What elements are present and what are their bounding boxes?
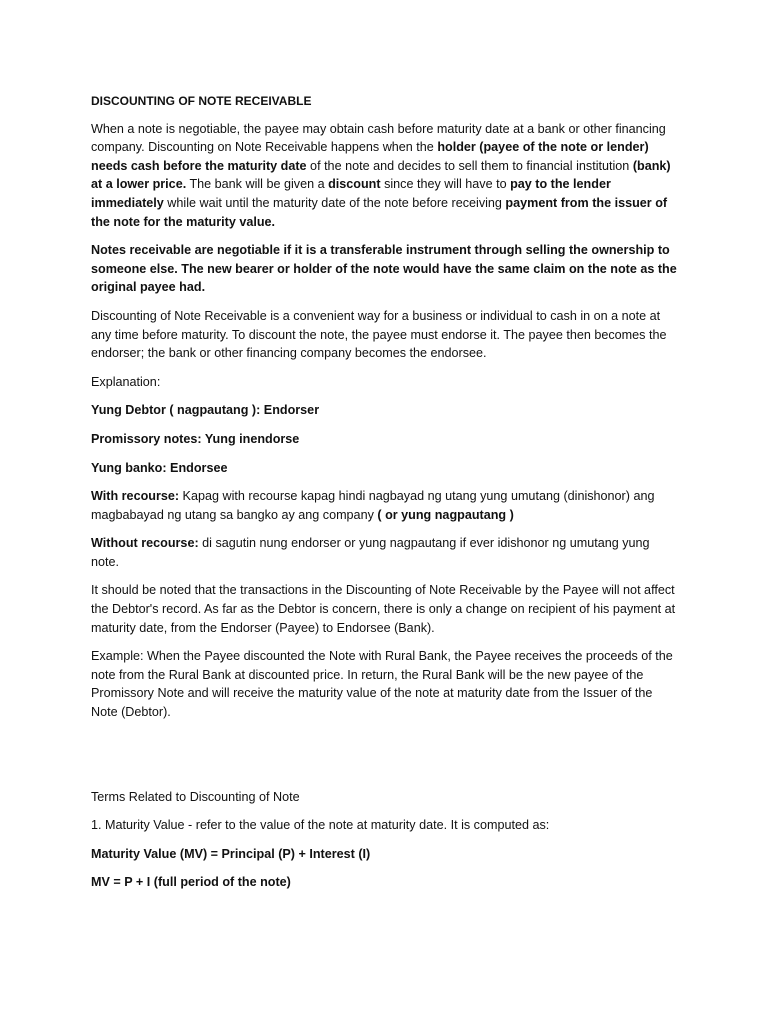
term-1-maturity-value: 1. Maturity Value - refer to the value of the note at maturity date. It is computed as:	[91, 818, 550, 833]
paragraph-negotiable: Notes receivable are negotiable if it is a transferable instrument through selling the ownership to someone else. The new bearer or holder of the note would have the same claim on the note as the original payee had.	[91, 243, 677, 295]
intro-bold-4: pay to the lender immediately	[91, 177, 611, 210]
intro-text-2: of the note and decides to sell them to financial institution	[306, 158, 633, 173]
paragraph-with-recourse	[91, 487, 678, 524]
with-recourse-text: Kapag with recourse kapag hindi nagbayad ng utang yung umutang (dinishonor) ang magbabayad ng utang sa bangko ay ang company	[91, 489, 655, 522]
paragraph-without-recourse	[91, 534, 678, 571]
paragraph-intro	[91, 120, 678, 232]
line-debtor: Yung Debtor ( nagpautang ): Endorser	[91, 403, 320, 418]
without-recourse-label: Without recourse:	[91, 536, 199, 551]
with-recourse-label: With recourse:	[91, 489, 180, 504]
intro-text-5: while wait until the maturity date of the note before receiving	[163, 195, 506, 210]
blank-space	[91, 732, 678, 788]
paragraph-example: Example: When the Payee discounted the Note with Rural Bank, the Payee receives the proceeds of the note from the Rural Bank at discounted price. In return, the Rural Bank will be the new payee of the Promissory Note and will receive the maturity value of the note at maturity date from the Issuer of the Note (Debtor).	[91, 649, 673, 720]
intro-bold-2: (bank) at a lower price.	[91, 158, 671, 192]
intro-bold-3: discount	[328, 177, 381, 192]
intro-text-4: since they will have to	[380, 177, 511, 192]
intro-text-1: When a note is negotiable, the payee may obtain cash before maturity date at a bank or other financing company. Discounting on Note Receivable happens when the	[91, 121, 666, 155]
intro-text-3: The bank will be given a	[186, 177, 329, 192]
paragraph-convenient: Discounting of Note Receivable is a convenient way for a business or individual to cash in on a note at any time before maturity. To discount the note, the payee must endorse it. The payee then becomes the endorser; the bank or other financing company becomes the endorsee.	[91, 308, 667, 361]
explanation-label: Explanation:	[91, 374, 161, 389]
paragraph-noted: It should be noted that the transactions in the Discounting of Note Receivable by the Payee will not affect the Debtor's record. As far as the Debtor is concern, there is only a change on recipient of his payment at maturity date, from the Endorser (Payee) to Endorsee (Bank).	[91, 583, 676, 635]
document-title: DISCOUNTING OF NOTE RECEIVABLE	[91, 94, 312, 108]
without-recourse-text: di sagutin nung endorser or yung nagpautang if ever idishonor ng umutang yung note.	[91, 536, 650, 569]
formula-maturity-value: Maturity Value (MV) = Principal (P) + Interest (I)	[91, 846, 371, 861]
formula-mv: MV = P + I (full period of the note)	[91, 875, 291, 890]
line-banko: Yung banko: Endorsee	[91, 460, 228, 475]
with-recourse-bold-tail: ( or yung nagpautang )	[377, 507, 514, 522]
intro-bold-1: holder (payee of the note or lender) needs cash before the maturity date	[91, 140, 649, 173]
intro-bold-5: payment from the issuer of the note for the maturity value.	[91, 195, 668, 229]
terms-heading: Terms Related to Discounting of Note	[91, 789, 300, 804]
line-promissory: Promissory notes: Yung inendorse	[91, 431, 300, 446]
